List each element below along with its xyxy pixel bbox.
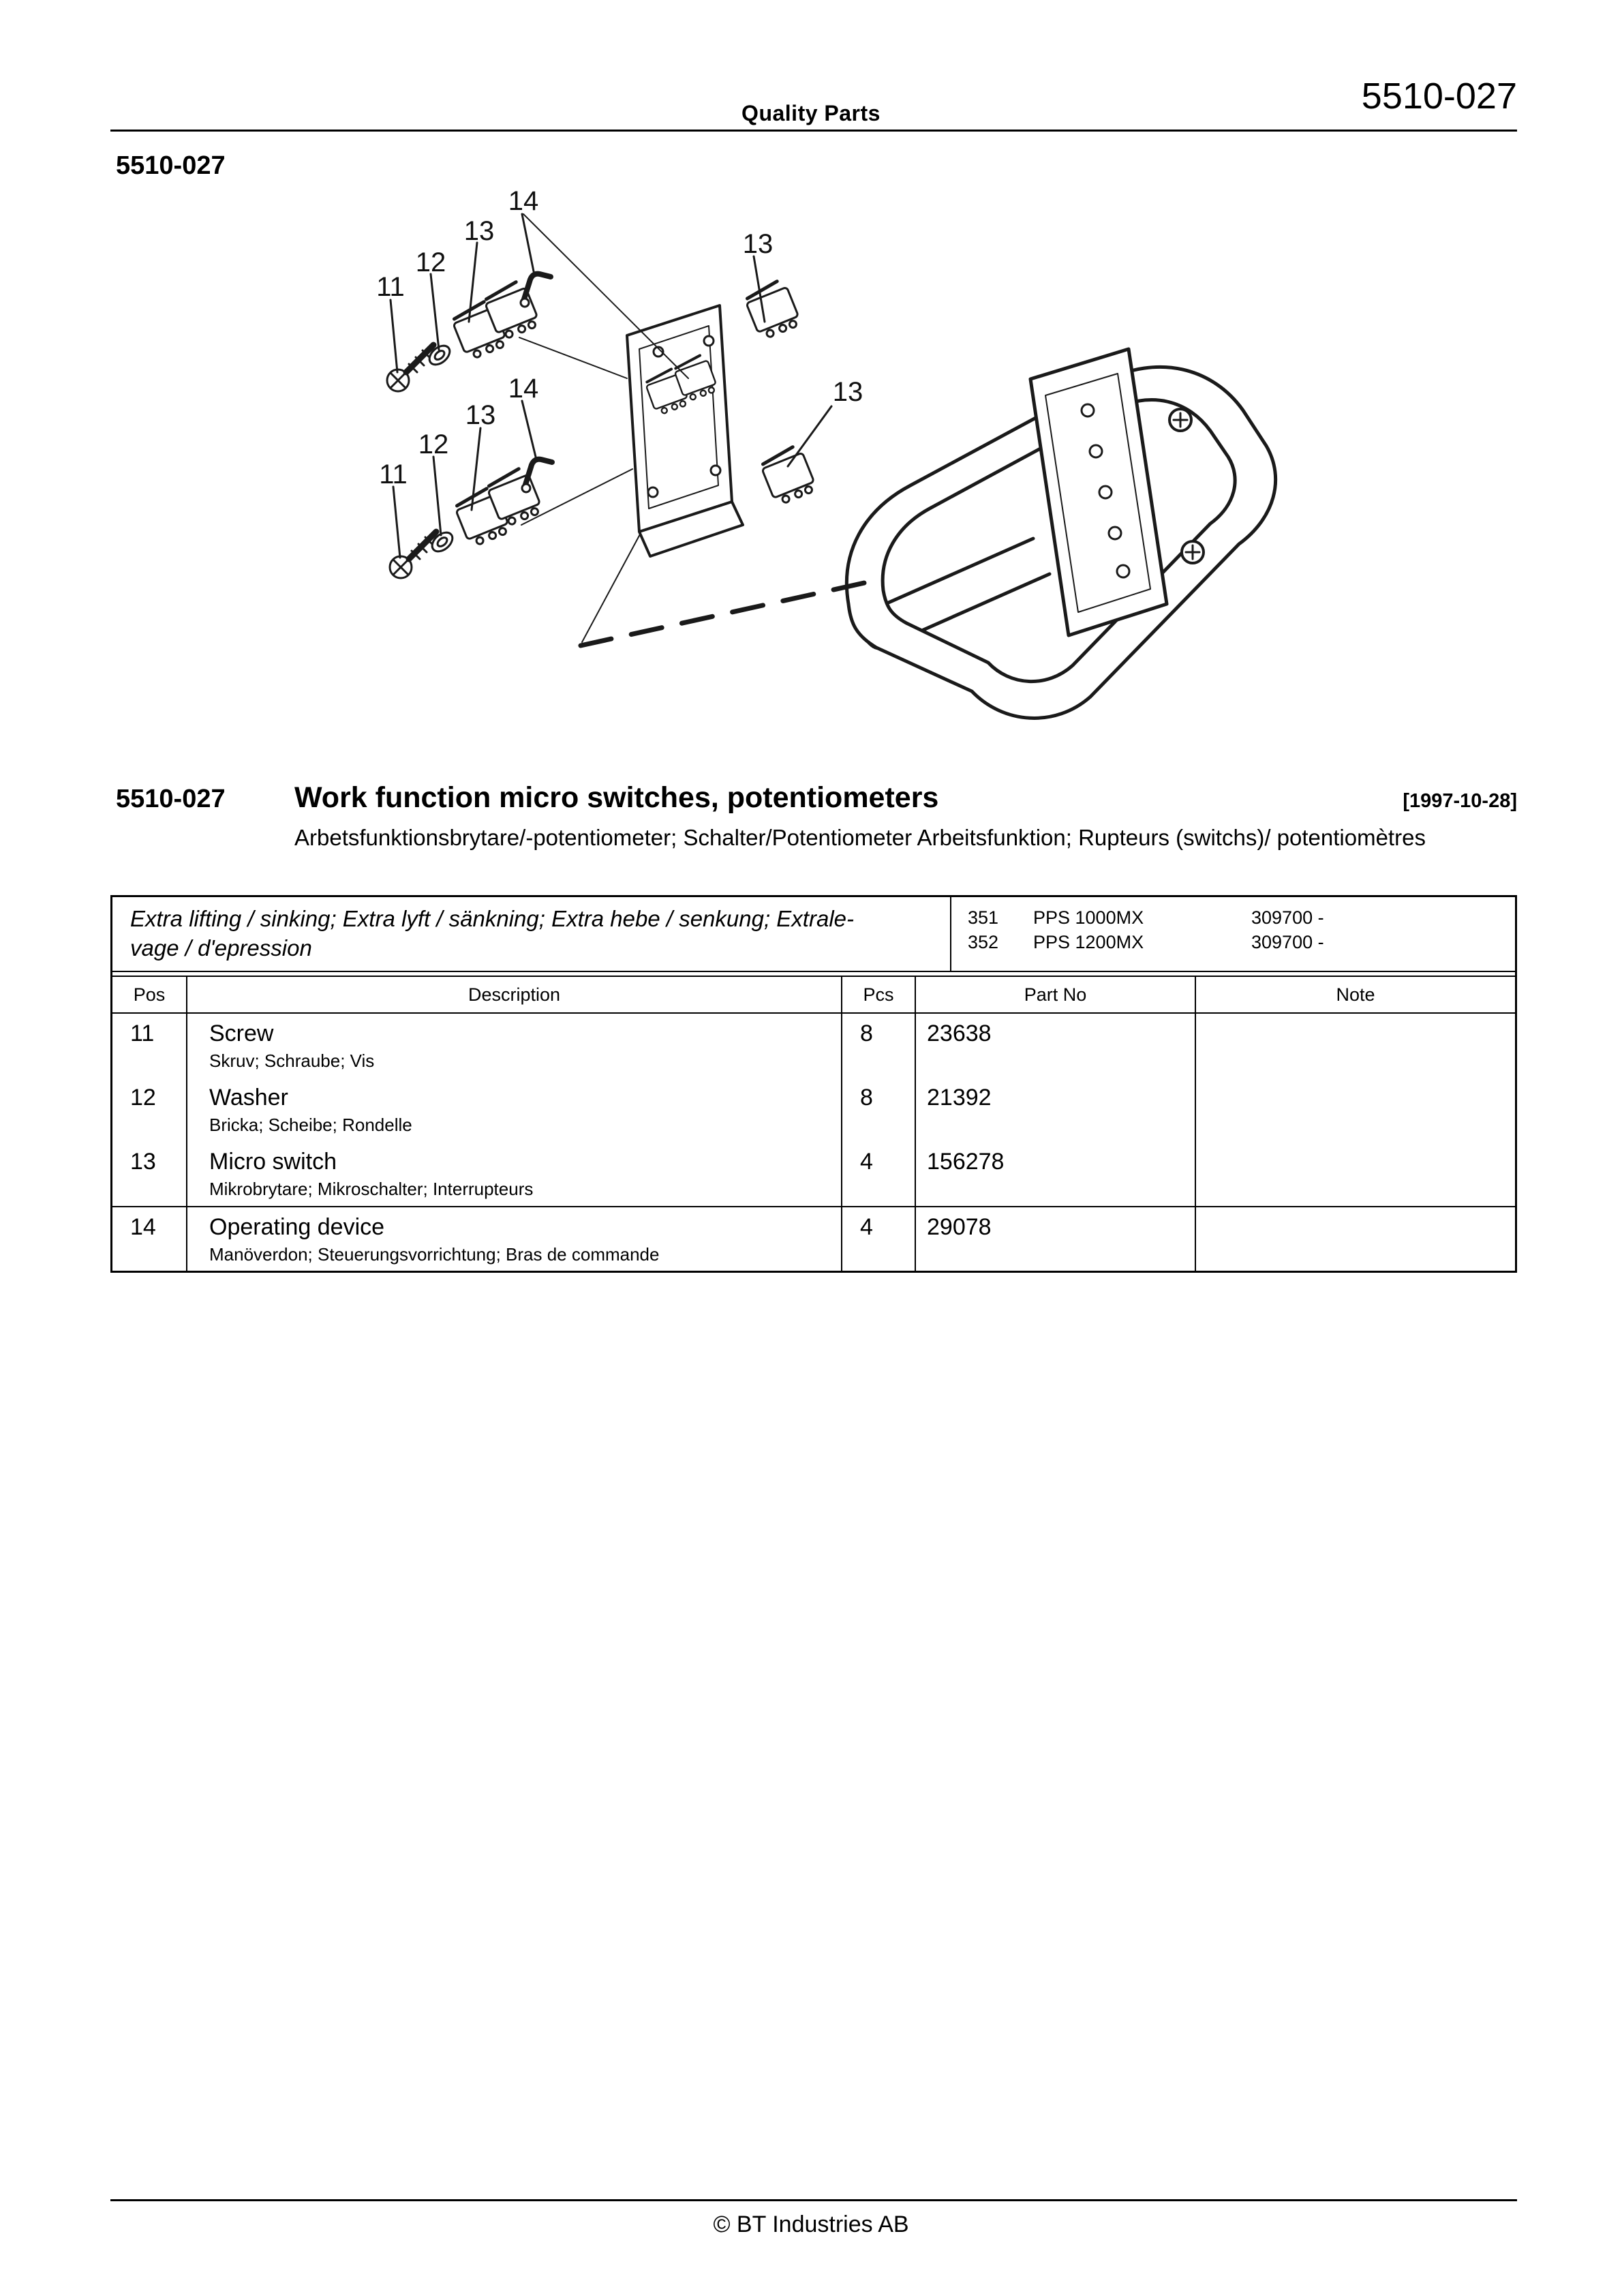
bolt-icon (1169, 409, 1191, 431)
section-number: 5510-027 (116, 785, 226, 813)
table-column-headers (112, 976, 1515, 1014)
callout-13: 13 (832, 377, 863, 407)
row-pcs: 8 (841, 1014, 915, 1078)
operating-device-illustration (522, 459, 552, 492)
row-note (1195, 1078, 1515, 1142)
table-row (112, 1014, 1515, 1078)
row-pcs: 4 (841, 1207, 915, 1271)
row-pcs: 4 (841, 1142, 915, 1206)
model-line (951, 930, 1515, 954)
parts-table (110, 895, 1517, 1273)
footer-rule (110, 2199, 1517, 2201)
row-part-no: 156278 (915, 1142, 1195, 1206)
bolt-icon (1182, 541, 1204, 563)
row-description: Micro switch (209, 1149, 337, 1175)
row-pcs: 8 (841, 1078, 915, 1142)
row-description-translations: Mikrobrytare; Mikroschalter; Interrupteurs (209, 1179, 534, 1199)
row-part-no: 23638 (915, 1014, 1195, 1078)
row-part-no: 21392 (915, 1078, 1195, 1142)
model-code: 352 (968, 932, 999, 952)
row-description: Operating device (209, 1214, 385, 1240)
handle-assembly-illustration (846, 349, 1275, 718)
row-description-translations: Skruv; Schraube; Vis (209, 1051, 375, 1071)
model-code: 351 (968, 907, 999, 928)
section-subtitle: Arbetsfunktionsbrytare/-potentiometer; Schalter/Potentiometer Arbeitsfunktion; Rupteurs (switchs)/ potentiomètres (294, 825, 1426, 850)
callout-12: 12 (418, 429, 449, 459)
alignment-line (519, 337, 627, 378)
model-serial: 309700 - (1251, 907, 1324, 928)
row-description-translations: Manöverdon; Steuerungsvorrichtung; Bras de commande (209, 1244, 660, 1265)
section-date: [1997-10-28] (1403, 790, 1517, 812)
variant-models (950, 897, 1515, 971)
row-note (1195, 1014, 1515, 1078)
callout-13: 13 (463, 216, 495, 246)
row-pos: 13 (130, 1149, 156, 1175)
col-pos: Pos (133, 984, 166, 1005)
section-title: Work function micro switches, potentiometers (294, 781, 939, 814)
header-rule (110, 130, 1517, 132)
model-name: PPS 1200MX (1033, 932, 1144, 952)
section-number-label: 5510-027 (116, 151, 226, 180)
row-pos: 14 (130, 1214, 156, 1240)
screw-illustration (390, 532, 436, 578)
col-note: Note (1195, 977, 1515, 1012)
page-header-title: Quality Parts (741, 101, 881, 125)
callout-14: 14 (508, 186, 539, 216)
callout-13: 13 (742, 229, 774, 259)
section-heading (116, 781, 1517, 815)
callout-11: 11 (376, 272, 405, 302)
callout-12: 12 (415, 247, 446, 277)
screw-illustration (387, 345, 433, 391)
dashed-alignment-line (581, 581, 874, 646)
footer-copyright: © BT Industries AB (713, 2211, 909, 2237)
col-part-no: Part No (915, 977, 1195, 1012)
variant-description-line1: Extra lifting / sinking; Extra lyft / sänkning; Extra hebe / senkung; Extrale- (130, 906, 854, 931)
micro-switch-illustration (759, 444, 817, 507)
row-note (1195, 1207, 1515, 1271)
callout-13: 13 (465, 400, 496, 430)
micro-switch-illustration (743, 279, 801, 341)
callout-14: 14 (508, 374, 539, 404)
model-line (951, 905, 1515, 930)
col-description: Description (186, 977, 841, 1012)
alignment-line (582, 533, 641, 642)
row-part-no: 29078 (915, 1207, 1195, 1271)
row-description-translations: Bricka; Scheibe; Rondelle (209, 1115, 412, 1135)
row-description: Screw (209, 1021, 274, 1046)
mounting-plate-illustration (627, 305, 743, 556)
table-row (112, 1078, 1515, 1142)
col-pcs: Pcs (841, 977, 915, 1012)
variant-header (112, 897, 1515, 972)
table-row (112, 1142, 1515, 1206)
callout-11: 11 (379, 459, 408, 489)
operating-device-illustration (521, 274, 551, 307)
model-serial: 309700 - (1251, 932, 1324, 952)
exploded-view-diagram (307, 170, 1329, 743)
alignment-line (523, 214, 688, 378)
row-note (1195, 1142, 1515, 1206)
table-row (112, 1206, 1515, 1271)
variant-description-line2: vage / d'epression (130, 935, 312, 961)
model-name: PPS 1000MX (1033, 907, 1144, 928)
row-pos: 12 (130, 1085, 156, 1111)
row-pos: 11 (130, 1021, 155, 1046)
document-number-header: 5510-027 (1361, 76, 1517, 117)
row-description: Washer (209, 1085, 288, 1111)
